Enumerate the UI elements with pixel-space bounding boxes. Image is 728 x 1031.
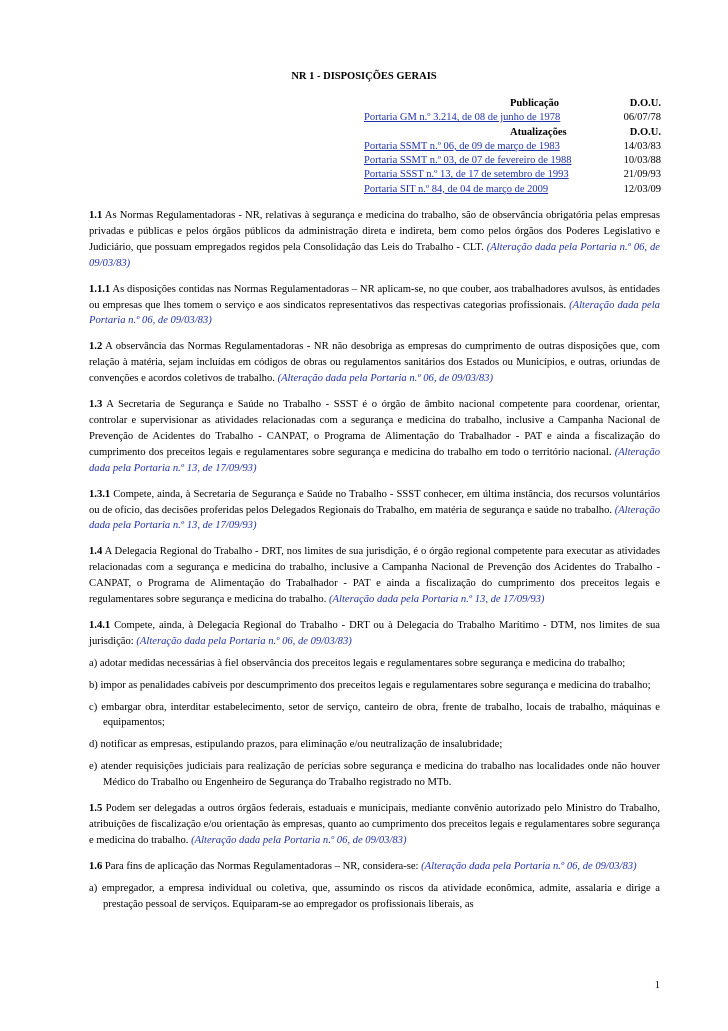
update-date: 10/03/88 (623, 155, 661, 167)
document-body (89, 208, 660, 919)
section-number: 1.4 (89, 546, 103, 558)
amendment-note: (Alteração dada pela Portaria n.º 06, de 09/03/83) (421, 860, 637, 872)
section-text: A Secretaria de Segurança e Saúde no Trabalho - SSST é o órgão de âmbito nacional competente para coordenar, orientar, controlar e supervisionar as atividades relacionadas com a segurança e medicina do trabalho, inclusive a Campanha Nacional de Prevenção de Acidentes do Trabalho - CANPAT, o Programa de Alimentação do Trabalhador - PAT e ainda a fiscalização do cumprimento dos preceitos legais e regulamentares sobre segurança e medicina do trabalho em todo o território nacional. (89, 399, 660, 458)
section-text: As Normas Regulamentadoras - NR, relativas à segurança e medicina do trabalho, são de observância obrigatória pelas empresas privadas e públicas e pelos órgãos públicos da administração direta e indireta, bem como pelos órgãos dos Poderes Legislativo e Judiciário, que possuam empregados regidos pela Consolidação das Leis do Trabalho - CLT. (89, 210, 660, 253)
section-1-1 (89, 208, 660, 272)
section-text: Compete, ainda, à Delegacia Regional do Trabalho - DRT ou à Delegacia do Trabalho Marítimo - DTM, nos limites de sua jurisdição: (89, 619, 660, 647)
section-text: A observância das Normas Regulamentadoras - NR não desobriga as empresas do cumprimento de outras disposições que, com relação à matéria, sejam incluídas em códigos de obras ou regulamentos sanitários dos Estados ou Municípios, e outras, oriundas de convenções e acordos coletivos de trabalho. (89, 341, 660, 385)
portaria-gm-3214-link[interactable]: Portaria GM n.º 3.214, de 08 de junho de 1978 (364, 112, 561, 124)
update-date: 12/03/09 (623, 183, 661, 195)
publication-row (364, 111, 661, 125)
update-row (364, 183, 661, 197)
section-number: 1.6 (89, 860, 103, 872)
update-link[interactable]: Portaria SSMT n.º 03, de 07 de fevereiro de 1988 (364, 155, 572, 167)
amendment-note: (Alteração dada pela Portaria n.º 13, de 17/09/93) (329, 594, 545, 606)
update-link[interactable]: Portaria SSMT n.º 06, de 09 de março de 1983 (364, 140, 560, 152)
list-item: c) embargar obra, interditar estabelecimento, setor de serviço, canteiro de obra, frente de trabalho, locais de trabalho, máquinas e equipamentos; (89, 701, 660, 729)
update-row (364, 140, 661, 154)
section-1-6 (89, 859, 660, 875)
section-1-1-1 (89, 282, 660, 330)
section-number: 1.1 (89, 210, 103, 221)
publication-header-row (364, 97, 661, 111)
update-row (364, 168, 661, 182)
update-date: 14/03/83 (623, 140, 661, 152)
section-number: 1.1.1 (89, 283, 111, 295)
list-item: b) impor as penalidades cabíveis por descumprimento dos preceitos legais e regulamentares sobre segurança e medicina do trabalho; (89, 679, 651, 691)
section-number: 1.3.1 (89, 488, 111, 500)
list-item: e) atender requisições judiciais para realização de perícias sobre segurança e medicina do trabalho nas localidades onde não houver Médico do Trabalho ou Engenheiro de Segurança do Trabalho registrado no MTb. (89, 761, 660, 789)
section-1-2 (89, 339, 660, 387)
dou-header: D.O.U. (629, 98, 661, 109)
updates-header: Atualizações (510, 126, 567, 138)
publication-table (364, 97, 661, 197)
update-link[interactable]: Portaria SIT n.º 84, de 04 de março de 2009 (364, 183, 549, 195)
amendment-note: (Alteração dada pela Portaria n.º 06, de 09/03/83) (277, 373, 493, 385)
page-number: 1 (654, 980, 660, 991)
updates-header-row (364, 126, 661, 140)
amendment-note: (Alteração dada pela Portaria n.º 13, de 17/09/93) (89, 504, 660, 532)
list-item: a) empregador, a empresa individual ou coletiva, que, assumindo os riscos da atividade econômica, admite, assalaria e dirige a prestação pessoal de serviços. Equiparam-se ao empregador os profissionais liberais, as (89, 882, 660, 910)
publication-header: Publicação (510, 98, 559, 109)
section-1-5 (89, 801, 660, 849)
amendment-note: (Alteração dada pela Portaria n.º 06, de 09/03/83) (136, 635, 352, 647)
publication-date: 06/07/78 (623, 112, 661, 124)
section-1-3-1 (89, 487, 660, 535)
dou-header: D.O.U. (629, 126, 661, 138)
section-text: Compete, ainda, à Secretaria de Segurança e Saúde no Trabalho - SSST conhecer, em última instância, dos recursos voluntários ou de ofício, das decisões proferidas pelos Delegados Regionais do Trabalho, em matéria de segurança e saúde no trabalho. (89, 488, 660, 516)
section-number: 1.4.1 (89, 619, 111, 631)
section-text: Podem ser delegadas a outros órgãos federais, estaduais e municipais, mediante convênio autorizado pelo Ministro do Trabalho, atribuições de fiscalização e/ou orientação às empresas, quanto ao cumprimento dos preceitos legais e regulamentares sobre segurança e medicina do trabalho. (89, 803, 660, 846)
section-text: A Delegacia Regional do Trabalho - DRT, nos limites de sua jurisdição, é o órgão regional competente para executar as atividades relacionadas com a segurança e medicina do trabalho, inclusive a Campanha Nacional de Prevenção dos Acidentes do Trabalho - CANPAT, o Programa de Alimentação do Trabalhador - PAT e ainda a fiscalização do cumprimento dos preceitos legais e regulamentares sobre segurança e medicina do trabalho. (89, 546, 660, 606)
amendment-note: (Alteração dada pela Portaria n.º 06, de 09/03/83) (89, 241, 660, 269)
section-text: As disposições contidas nas Normas Regulamentadoras – NR aplicam-se, no que couber, aos trabalhadores avulsos, às entidades ou empresas que lhes tomem o serviço e aos sindicatos representativos das respectivas categorias profissionais. (89, 283, 660, 311)
section-number: 1.3 (89, 399, 103, 411)
list-item: d) notificar as empresas, estipulando prazos, para eliminação e/ou neutralização de insalubridade; (89, 739, 503, 751)
amendment-note: (Alteração dada pela Portaria n.º 13, de 17/09/93) (89, 446, 660, 474)
amendment-note: (Alteração dada pela Portaria n.º 06, de 09/03/83) (89, 299, 660, 327)
section-number: 1.2 (89, 341, 103, 353)
update-date: 21/09/93 (623, 169, 661, 181)
section-number: 1.5 (89, 803, 103, 815)
document-title: NR 1 - DISPOSIÇÕES GERAIS (291, 71, 437, 82)
list-item: a) adotar medidas necessárias à fiel observância dos preceitos legais e regulamentares sobre segurança e medicina do trabalho; (89, 657, 626, 669)
section-1-3 (89, 397, 660, 477)
section-1-4-1 (89, 618, 660, 650)
section-text: Para fins de aplicação das Normas Regulamentadoras – NR, considera-se: (102, 860, 422, 872)
amendment-note: (Alteração dada pela Portaria n.º 06, de 09/03/83) (191, 834, 407, 846)
update-row (364, 154, 661, 168)
section-1-4 (89, 544, 660, 608)
update-link[interactable]: Portaria SSST n.º 13, de 17 de setembro de 1993 (364, 169, 569, 181)
